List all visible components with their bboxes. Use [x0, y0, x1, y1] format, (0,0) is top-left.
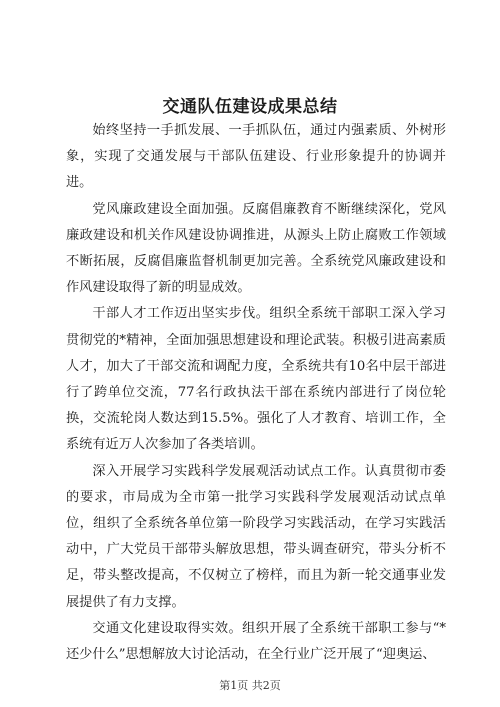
paragraph-5: 交通文化建设取得实效。组织开展了全系统干部职工参与“*还少什么”思想解放大讨论活动，在全行业广泛开展了“迎奥运、	[66, 620, 446, 663]
paragraph-3: 干部人才工作迈出坚实步伐。组织全系统干部职工深入学习贯彻党的*精神，全面加强思想建设和理论武装。积极引进高素质人才，加大了干部交流和调配力度，全系统共有10名中层干部进行了跨单位交流，77名行政执法干部在系统内部进行了岗位轮换，交流轮岗人数达到15.5%。强化了人才教育、培训工作，全系统有近万人次参加了各类培训。	[66, 306, 446, 453]
paragraph-1: 始终坚持一手抓发展、一手抓队伍，通过内强素质、外树形象，实现了交通发展与干部队伍建设、行业形象提升的协调并进。	[66, 123, 446, 191]
document-title: 交通队伍建设成果总结	[162, 97, 338, 117]
paragraph-2: 党风廉政建设全面加强。反腐倡廉教育不断继续深化，党风廉政建设和机关作风建设协调推进，从源头上防止腐败工作领域不断拓展，反腐倡廉监督机制更加完善。全系统党风廉政建设和作风建设取得了新的明显成效。	[66, 201, 446, 296]
document-body	[66, 118, 446, 668]
page-number-footer: 第1页 共2页	[219, 679, 281, 692]
paragraph-4: 深入开展学习实践科学发展观活动试点工作。认真贯彻市委的要求，市局成为全市第一批学习实践科学发展观活动试点单位，组织了全系统各单位第一阶段学习实践活动，在学习实践活动中，广大党员干部带头解放思想，带头调查研究，带头分析不足，带头整改提高，不仅树立了榜样，而且为新一轮交通事业发展提供了有力支撑。	[66, 463, 446, 610]
